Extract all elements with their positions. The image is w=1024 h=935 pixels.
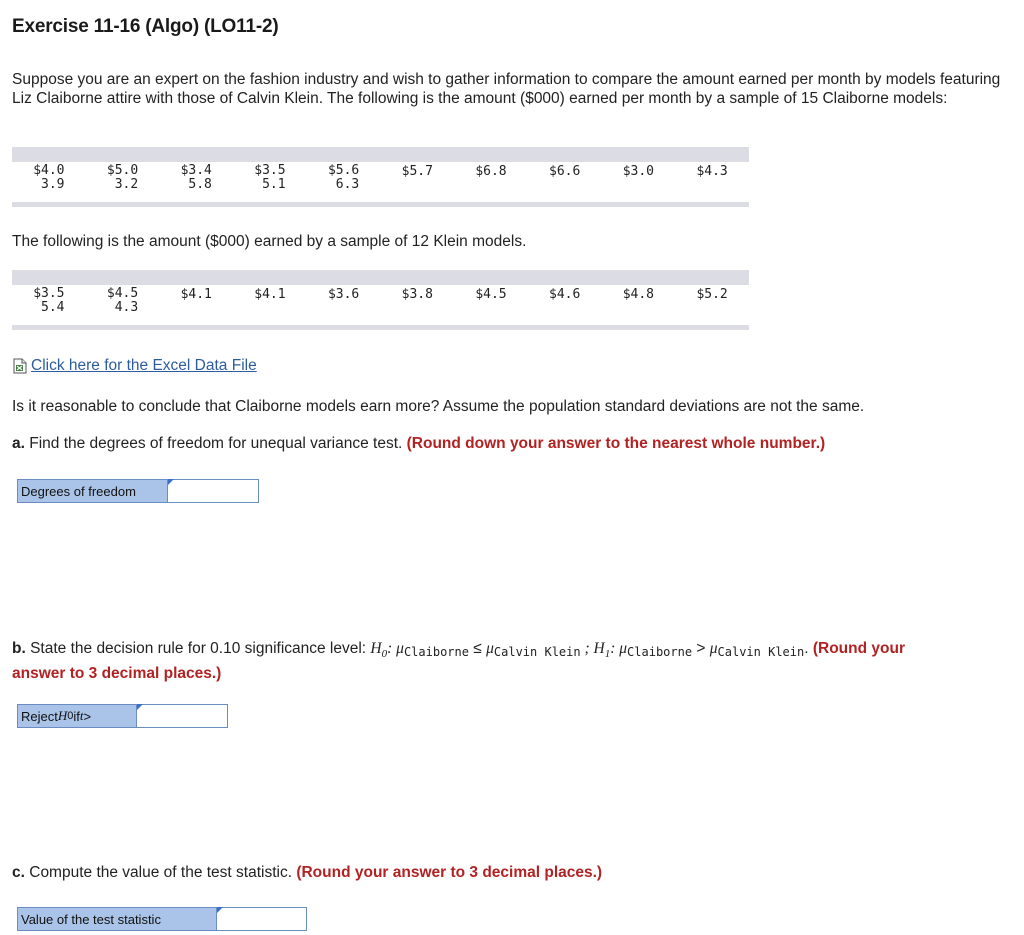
excel-file-icon [13,358,27,374]
table-cell [602,155,676,205]
klein-sentence: The following is the amount ($000) earned by a sample of 12 Klein models. [12,233,527,250]
table-cell [233,278,307,328]
table-cell [12,278,86,328]
table-cell [12,155,86,205]
part-b-letter: b. [12,640,26,657]
cell-value: $4.3 [696,164,728,179]
table-cell [159,155,233,205]
part-b-prompt: b. State the decision rule for 0.10 significance level: $H_0$: μClaiborne ≤ μCalvin Klein ; $H_1$: μClaiborne > μCalvin Klein. (Round your answer to 3 decimal places.) [12,640,905,683]
degrees-of-freedom-row [17,479,259,503]
table-cell [602,278,676,328]
klein-data-table [12,270,749,330]
test-statistic-label: Value of the test statistic [17,907,217,931]
table-cell [454,278,528,328]
table-row [12,155,749,205]
cell-value: $5.2 [696,287,728,302]
cell-value: $4.5 [475,287,507,302]
cell-value: $3.4 [180,163,212,178]
cell-value: $6.6 [549,164,581,179]
part-b-instruction: (Round your [812,640,905,657]
cell-value: 6.3 [335,177,360,192]
table-cell [86,155,160,205]
cell-value: $3.5 [254,163,286,178]
table-cell [675,155,749,205]
part-a-prompt [12,434,825,453]
part-c-letter: c. [12,864,25,881]
excel-data-link[interactable] [13,357,257,375]
part-b-text: State the decision rule for 0.10 significance level: [25,640,371,657]
table-cell [380,278,454,328]
part-c-prompt [12,863,602,882]
null-hypothesis-symbol: $H_0$: μClaiborne [370,640,469,661]
test-statistic-row [17,907,307,931]
input-corner-marker [168,479,174,485]
reject-rule-label: Reject H 0 if t > [17,704,137,728]
cell-value: $5.7 [401,164,433,179]
cell-value: 4.3 [114,300,139,315]
cell-value: $3.0 [622,164,654,179]
claiborne-data-table [12,147,749,207]
cell-value: $4.6 [549,287,581,302]
degrees-of-freedom-label: Degrees of freedom [17,479,168,503]
cell-value: $4.0 [33,163,65,178]
table-cell [233,155,307,205]
table-cell [454,155,528,205]
cell-value: 5.1 [262,177,286,192]
cell-value: 3.9 [41,177,65,192]
cell-value: $5.6 [327,163,360,178]
reject-rule-row [17,704,228,728]
cell-value: 5.4 [41,300,65,315]
mu-calvin-symbol-alt: μCalvin Klein [709,640,805,659]
part-c-instruction: (Round your answer to 3 decimal places.) [296,864,603,881]
cell-value: $4.1 [254,287,286,302]
table-cell [159,278,233,328]
cell-value: $6.8 [475,164,507,179]
alt-hypothesis-symbol: $H_1$: μClaiborne [593,640,693,661]
table-row [12,278,749,328]
cell-value: $4.5 [106,286,139,301]
cell-value: $3.6 [327,287,360,302]
cell-value: $4.8 [622,287,654,302]
cell-value: $3.5 [33,286,65,301]
table-cell [380,155,454,205]
part-a-text: Find the degrees of freedom for unequal variance test. [24,435,407,452]
table-cell [307,278,381,328]
cell-value: 5.8 [188,177,212,192]
cell-value: 3.2 [114,177,139,192]
cell-value: $5.0 [106,163,139,178]
mu-calvin-symbol: μCalvin Klein [486,640,581,659]
page-title: Exercise 11-16 (Algo) (LO11-2) [12,16,279,37]
input-corner-marker [217,907,223,913]
table-cell [528,155,602,205]
table-cell [528,278,602,328]
intro-text: Suppose you are an expert on the fashion industry and wish to gather information to compare the amount earned per month by models featuring Liz Claiborne attire with those of Calvin Klein. The following is the amount ($000) earned per month by a sample of 15 Claiborne models: [12,71,1001,107]
part-c-text: Compute the value of the test statistic. [24,864,297,881]
degrees-of-freedom-input[interactable] [168,479,259,503]
cell-value: $3.8 [401,287,433,302]
input-corner-marker [137,704,143,710]
table-cell [307,155,381,205]
intro-paragraph [12,70,1012,108]
cell-value: $4.1 [180,287,212,302]
reject-rule-input[interactable] [137,704,228,728]
part-b-instruction-cont: answer to 3 decimal places.) [12,665,222,683]
table-cell [675,278,749,328]
excel-link-text[interactable]: Click here for the Excel Data File [31,357,257,374]
test-statistic-input[interactable] [217,907,307,931]
table-cell [86,278,160,328]
part-a-letter: a. [12,435,25,452]
part-a-instruction: (Round down your answer to the nearest whole number.) [406,435,826,452]
question-text: Is it reasonable to conclude that Claiborne models earn more? Assume the population standard deviations are not the same. [12,398,865,415]
